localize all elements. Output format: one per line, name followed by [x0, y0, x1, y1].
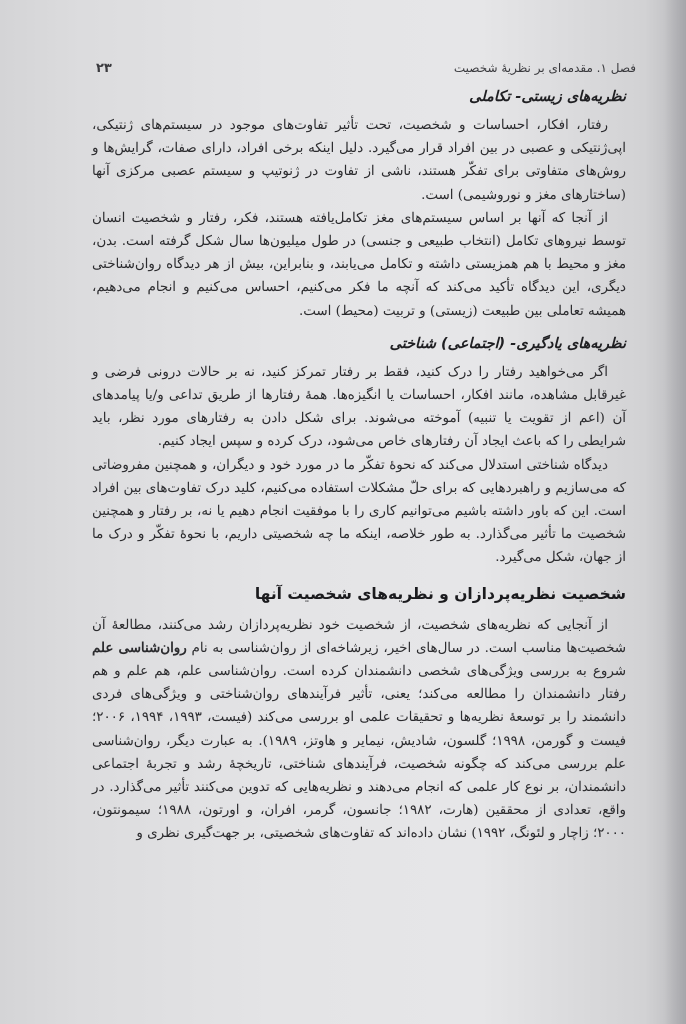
page-number: ۲۳: [96, 60, 112, 76]
heading-theorists-personality: شخصیت نظریه‌پردازان و نظریه‌های شخصیت آنها: [254, 584, 626, 603]
heading-biological-evolutionary: نظریه‌های زیستی- تکاملی: [469, 89, 626, 105]
paragraph-text: از آنجایی که نظریه‌های شخصیت، از شخصیت خود نظریه‌پردازان رشد می‌کنند، مطالعهٔ آن شخصیت‌ها مناسب است. در سال‌های اخیر، زیرشاخه‌ای از روان‌شناسی به نام: [92, 617, 626, 656]
paragraph: اگر می‌خواهید رفتار را درک کنید، فقط بر رفتار تمرکز کنید، نه بر حالات درونی فرضی و غیرقابل مشاهده، مانند افکار، احساسات یا انگیزه‌ها. همهٔ رفتارها از طریق تداعی و/یا پیامدهای آن (اعم از تقویت یا تنبیه) آموخته می‌شوند. برای شکل دادن به رفتارهای مورد نظر، باید شرایطی را که باعث ایجاد آن رفتارهای خاص می‌شود، درک کرده و سپس ایجاد کنیم.: [92, 364, 626, 450]
paragraph-text: شروع به بررسی ویژگی‌های شخصی دانشمندان کرده است. روان‌شناسی علم، هم علم و هم رفتار دانشمندان را مطالعه می‌کند؛ یعنی، تأثیر فرآیندهای روان‌شناختی و ویژگی‌های فردی دانشمند را بر توسعهٔ نظریه‌ها و تحقیقات علمی او بررسی می‌کند (فیست، ۱۹۹۳، ۱۹۹۴، ۲۰۰۶؛ فیست و گورمن، ۱۹۹۸؛ گلسون، شادیش، نیمایر و هاوتز، ۱۹۸۹). به عبارت دیگر، روان‌شناسی علم بررسی می‌کند که چگونه شخصیت، فرآیندهای شناختی، تاریخچهٔ رشد و تجربهٔ اجتماعی دانشمندان، بر نوع کار علمی که انجام می‌دهند و نظریه‌هایی که تدوین می‌کنند تأثیر می‌گذارد. در واقع، تعدادی از محققین (هارت، ۱۹۸۲؛ جانسون، گرمر، افران، و اورتون، ۱۹۸۸؛ سیمونتون، ۲۰۰۰؛ زاچار و لئونگ، ۱۹۹۲) نشان داده‌اند که تفاوت‌های شخصیتی، بر جهت‌گیری نظری و: [92, 664, 626, 842]
bold-term-psychology-of-science: روان‌شناسی علم: [92, 639, 187, 656]
page-content: [92, 84, 626, 846]
heading-learning-social-cognitive: نظریه‌های یادگیری- (اجتماعی) شناختی: [389, 335, 626, 352]
book-spine-shadow: [664, 0, 686, 1024]
running-header: [96, 58, 636, 78]
paragraph: از آنجا که آنها بر اساس سیستم‌های مغز تکامل‌یافته هستند، فکر، رفتار و شخصیت انسان توسط نیروهای تکامل (انتخاب طبیعی و جنسی) در طول میلیون‌ها سال شکل گرفته است. بدن، مغز و محیط با هم همزیستی داشته و تکامل می‌یابند، و بنابراین، بیش از هر دیدگاه روان‌شناختی دیگری، این دیدگاه تأکید می‌کند که آنچه ما فکر می‌کنیم، احساس می‌کنیم و انجام می‌دهیم، همیشه تعاملی بین طبیعت (زیستی) و تربیت (محیط) است.: [92, 210, 626, 319]
paragraph: [92, 614, 626, 846]
chapter-title: فصل ۱. مقدمه‌ای بر نظریهٔ شخصیت: [453, 61, 636, 75]
paragraph: دیدگاه شناختی استدلال می‌کند که نحوهٔ تفکّر ما در مورد خود و دیگران، و همچنین مفروضاتی که می‌سازیم و راهبردهایی که برای حلّ مشکلات استفاده می‌کنیم، کلید درک تفاوت‌های بین افراد است. این که باور داشته باشیم می‌توانیم کاری را با موفقیت انجام دهیم یا نه، بر رفتار و همچنین شخصیت ما تأثیر می‌گذارد. به طور خلاصه، اینکه ما چه شخصیتی داریم، با نحوهٔ تفکّر و درک ما از جهان، شکل می‌گیرد.: [92, 457, 626, 566]
paragraph: رفتار، افکار، احساسات و شخصیت، تحت تأثیر تفاوت‌های موجود در سیستم‌های ژنتیکی، اپی‌ژنتیکی و عصبی در بین افراد قرار می‌گیرد. دلیل اینکه برخی افراد، دارای صفات، گرایش‌ها و روش‌های متفاوتی برای تفکّر هستند، ناشی از تفاوت در ژنوتیپ و سیستم عصبی مرکزی آنها (ساختارهای مغز و نوروشیمی) است.: [92, 118, 626, 203]
